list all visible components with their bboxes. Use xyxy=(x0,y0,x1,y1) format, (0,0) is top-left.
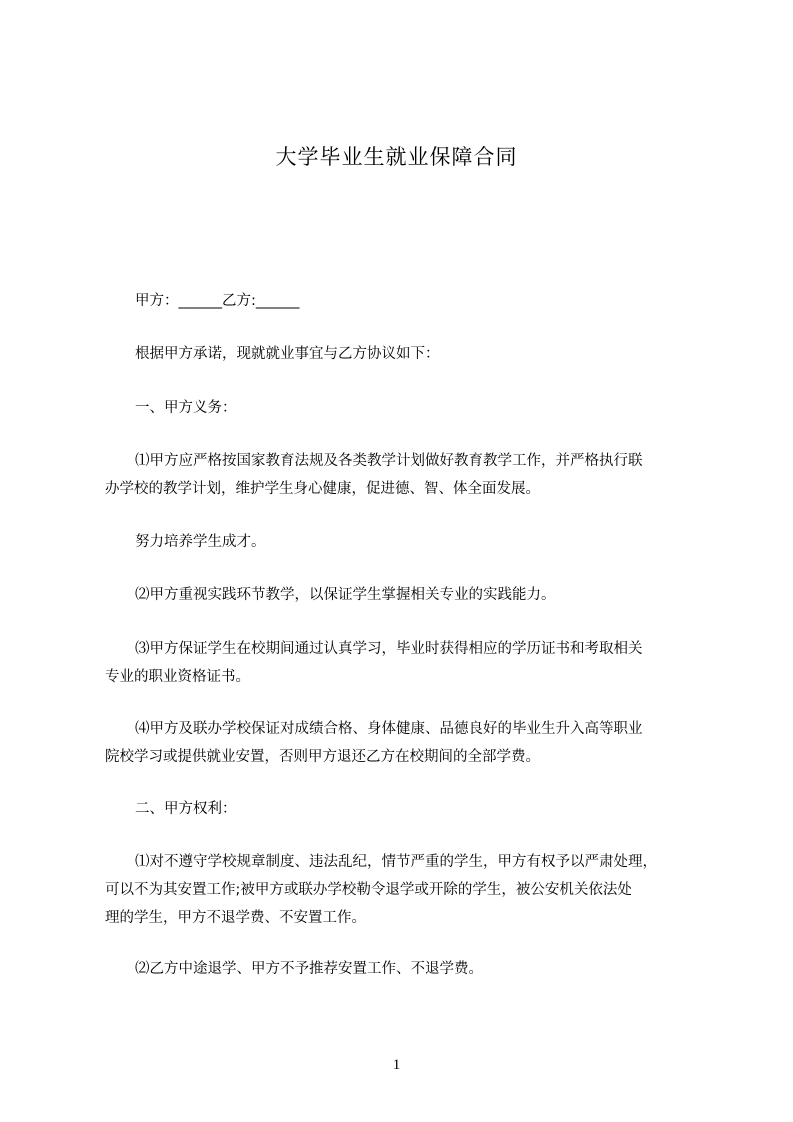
obligation-clause-2 xyxy=(105,581,751,609)
paragraph-line: ⑴甲方应严格按国家教育法规及各类教学计划做好教育教学工作，并严格执行联 xyxy=(135,453,643,469)
paragraph-line: 可以不为其安置工作;被甲方或联办学校勒令退学或开除的学生，被公安机关依法处 xyxy=(105,882,632,898)
paragraph-line: ⑴对不遵守学校规章制度、违法乱纪，情节严重的学生，甲方有权予以严肃处理， xyxy=(135,854,657,870)
rights-clause-2 xyxy=(105,955,751,983)
paragraph-line: 根据甲方承诺，现就就业事宜与乙方协议如下： xyxy=(135,346,440,362)
page-number: 1 xyxy=(392,1057,401,1073)
obligation-clause-1 xyxy=(105,447,721,503)
paragraph-line: 理的学生，甲方不退学费、不安置工作。 xyxy=(105,910,366,926)
paragraph-line: ⑷甲方及联办学校保证对成绩合格、身体健康、品德良好的毕业生升入高等职业 xyxy=(135,721,643,737)
obligation-clause-4 xyxy=(105,715,721,771)
paragraph-line: 二、甲方权利： xyxy=(135,801,237,817)
document-title: 大学毕业生就业保障合同 xyxy=(275,145,518,169)
paragraph-line: ⑶甲方保证学生在校期间通过认真学习，毕业时获得相应的学历证书和考取相关 xyxy=(135,641,643,657)
parties-line xyxy=(105,287,751,315)
obligation-clause-1-continued xyxy=(105,528,751,556)
paragraph-line: ⑵甲方重视实践环节教学，以保证学生掌握相关专业的实践能力。 xyxy=(135,587,556,603)
paragraph-line: ⑵乙方中途退学、甲方不予推荐安置工作、不退学费。 xyxy=(135,961,483,977)
paragraph-line: 办学校的教学计划，维护学生身心健康，促进德、智、体全面发展。 xyxy=(105,481,540,497)
intro-paragraph xyxy=(105,340,751,368)
paragraph-line: 专业的职业资格证书。 xyxy=(105,669,250,685)
rights-clause-1 xyxy=(105,848,721,932)
paragraph-line: 院校学习或提供就业安置，否则甲方退还乙方在校期间的全部学费。 xyxy=(105,749,540,765)
paragraph-line: 努力培养学生成才。 xyxy=(135,534,266,550)
obligation-clause-3 xyxy=(105,635,721,691)
section-heading-party-a-rights xyxy=(105,795,751,823)
section-heading-party-a-obligations xyxy=(105,394,751,422)
paragraph-line: 甲方：______乙方:______ xyxy=(135,293,300,309)
paragraph-line: 一、甲方义务： xyxy=(135,400,237,416)
